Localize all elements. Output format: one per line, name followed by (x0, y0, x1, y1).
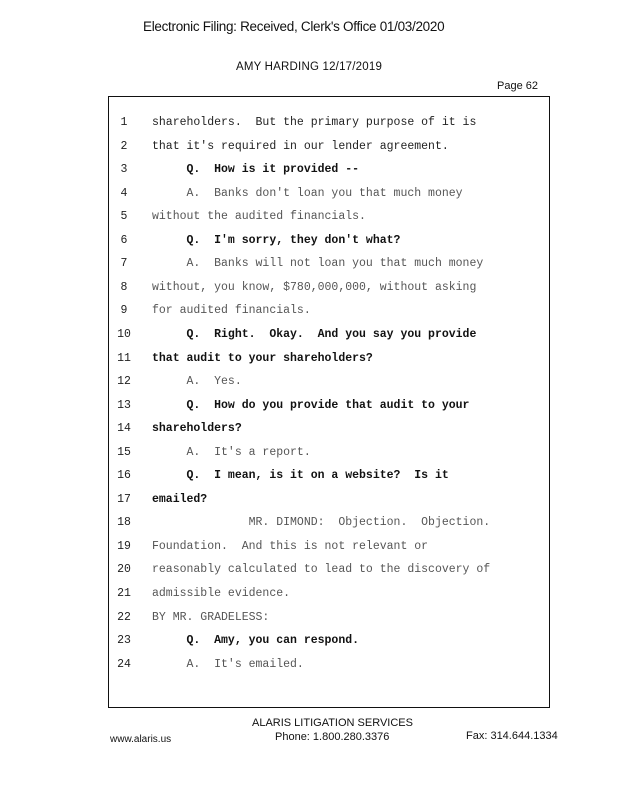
line-text: MR. DIMOND: Objection. Objection. (152, 516, 491, 529)
line-text: Q. I'm sorry, they don't what? (152, 234, 401, 247)
footer-fax: Fax: 314.644.1334 (466, 730, 558, 742)
transcript-line (108, 540, 553, 560)
line-number: 9 (120, 304, 128, 317)
line-number: 14 (117, 422, 131, 435)
line-number: 24 (117, 658, 131, 671)
line-number: 22 (117, 611, 131, 624)
transcript-line (108, 611, 553, 631)
line-text: Q. I mean, is it on a website? Is it (152, 469, 449, 482)
transcript-line (108, 163, 553, 183)
line-text: Q. Amy, you can respond. (152, 634, 360, 647)
line-text: BY MR. GRADELESS: (152, 611, 270, 624)
transcript-line (108, 658, 553, 678)
transcript-line (108, 422, 553, 442)
transcript-line (108, 587, 553, 607)
transcript-line (108, 563, 553, 583)
transcript-line (108, 257, 553, 277)
line-number: 7 (120, 257, 128, 270)
line-number: 15 (117, 446, 131, 459)
line-text: without, you know, $780,000,000, without asking (152, 281, 477, 294)
line-number: 1 (120, 116, 128, 129)
transcript-line (108, 634, 553, 654)
transcript-line (108, 234, 553, 254)
line-text: without the audited financials. (152, 210, 366, 223)
line-number: 5 (120, 210, 128, 223)
line-text: that audit to your shareholders? (152, 352, 373, 365)
line-text: Q. Right. Okay. And you say you provide (152, 328, 477, 341)
footer-company: ALARIS LITIGATION SERVICES (252, 717, 413, 729)
line-text: Q. How do you provide that audit to your (152, 399, 470, 412)
line-number: 20 (117, 563, 131, 576)
line-text: admissible evidence. (152, 587, 291, 600)
line-text: Q. How is it provided -- (152, 163, 360, 176)
line-text: A. Yes. (152, 375, 242, 388)
line-text: A. Banks don't loan you that much money (152, 187, 463, 200)
line-number: 17 (117, 493, 131, 506)
transcript-line (108, 446, 553, 466)
line-number: 18 (117, 516, 131, 529)
footer-website: www.alaris.us (110, 734, 172, 745)
page-number: Page 62 (497, 80, 538, 92)
line-number: 4 (120, 187, 128, 200)
line-number: 3 (120, 163, 128, 176)
transcript-line (108, 352, 553, 372)
transcript-line (108, 328, 553, 348)
transcript-line (108, 187, 553, 207)
line-text: shareholders? (152, 422, 242, 435)
transcript-line (108, 281, 553, 301)
line-text: A. It's emailed. (152, 658, 304, 671)
line-number: 13 (117, 399, 131, 412)
line-number: 2 (120, 140, 128, 153)
line-number: 10 (117, 328, 131, 341)
filing-stamp: Electronic Filing: Received, Clerk's Office 01/03/2020 (143, 19, 445, 34)
transcript-line (108, 399, 553, 419)
transcript-line (108, 140, 553, 160)
line-text: emailed? (152, 493, 208, 506)
transcript-line (108, 469, 553, 489)
line-number: 6 (120, 234, 128, 247)
line-text: Foundation. And this is not relevant or (152, 540, 429, 553)
line-text: A. Banks will not loan you that much money (152, 257, 484, 270)
line-number: 8 (120, 281, 128, 294)
transcript-line (108, 516, 553, 536)
line-text: reasonably calculated to lead to the discovery of (152, 563, 491, 576)
line-text: A. It's a report. (152, 446, 311, 459)
line-number: 11 (117, 352, 131, 365)
transcript-line (108, 304, 553, 324)
transcript-line (108, 210, 553, 230)
line-number: 21 (117, 587, 131, 600)
transcript-line (108, 375, 553, 395)
line-number: 23 (117, 634, 131, 647)
transcript-line (108, 116, 553, 136)
footer-phone: Phone: 1.800.280.3376 (275, 731, 390, 743)
deposition-header: AMY HARDING 12/17/2019 (235, 61, 383, 73)
line-number: 16 (117, 469, 131, 482)
line-number: 19 (117, 540, 131, 553)
line-text: for audited financials. (152, 304, 311, 317)
line-text: shareholders. But the primary purpose of it is (152, 116, 477, 129)
transcript-line (108, 493, 553, 513)
line-number: 12 (117, 375, 131, 388)
line-text: that it's required in our lender agreement. (152, 140, 449, 153)
